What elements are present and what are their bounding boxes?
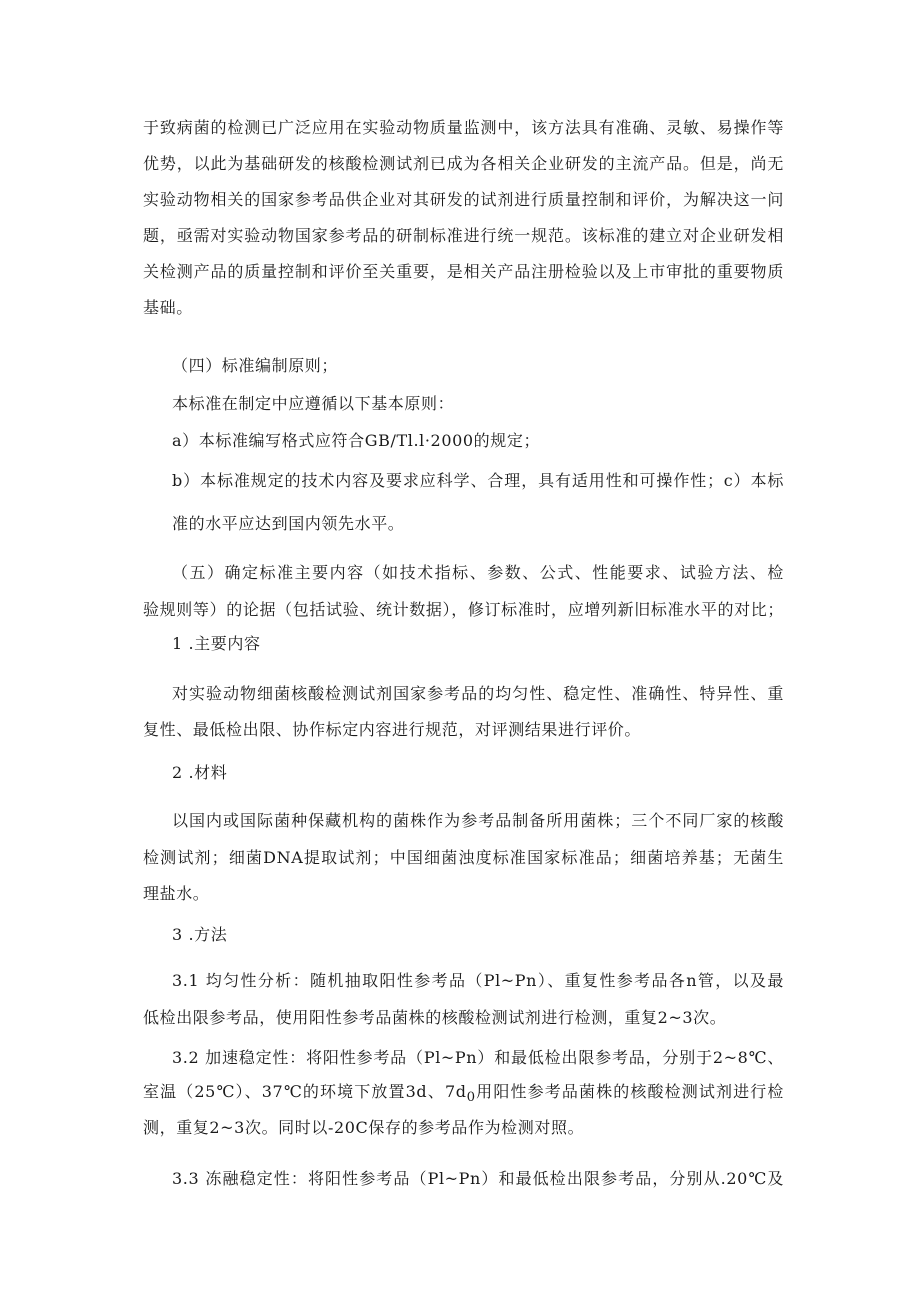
item3-title: 3 .方法 xyxy=(172,925,228,944)
item1-body-line-2: 复性、最低检出限、协作标定内容进行规范，对评测结果进行评价。 xyxy=(143,720,642,739)
para1-line-5: 关检测产品的质量控制和评价至关重要，是相关产品注册检验以及上市审批的重要物质 xyxy=(143,262,784,281)
method-3-1-line-2: 低检出限参考品，使用阳性参考品菌株的核酸检测试剂进行检测，重复2~3次。 xyxy=(143,1008,727,1027)
method-3-3-line-1: 3.3 冻融稳定性：将阳性参考品（Pl~Pn）和最低检出限参考品，分别从.20℃及 xyxy=(172,1169,784,1188)
item2-body-line-3: 理盐水。 xyxy=(143,884,210,903)
para1-line-2: 优势，以此为基础研发的核酸检测试剂已成为各相关企业研发的主流产品。但是，尚无 xyxy=(143,154,784,173)
method-3-2-line-2 xyxy=(143,1081,784,1109)
item1-title: 1 .主要内容 xyxy=(172,634,261,653)
section5-heading-line-2: 验规则等）的论据（包括试验、统计数据），修订标准时，应增列新旧标准水平的对比； xyxy=(143,600,784,619)
method-3-2-line-1: 3.2 加速稳定性：将阳性参考品（Pl~Pn）和最低检出限参考品，分别于2~8℃、 xyxy=(172,1048,784,1067)
item2-body-line-1: 以国内或国际菌种保藏机构的菌株作为参考品制备所用菌株；三个不同厂家的核酸 xyxy=(172,811,784,830)
item2-title: 2 .材料 xyxy=(172,763,228,782)
section4-heading: （四）标准编制原则； xyxy=(172,356,339,375)
method-3-2-subscript: 0 xyxy=(466,1090,476,1106)
section5-heading-line-1: （五）确定标准主要内容（如技术指标、参数、公式、性能要求、试验方法、检 xyxy=(172,563,784,582)
method-3-2-line-2-a: 室温（25℃）、37℃的环境下放置3d、7d xyxy=(143,1082,467,1101)
para1-line-6: 基础。 xyxy=(143,298,193,317)
section4-intro: 本标准在制定中应遵循以下基本原则： xyxy=(172,394,455,413)
item2-body-line-2: 检测试剂；细菌DNA提取试剂；中国细菌浊度标准国家标准品；细菌培养基；无菌生 xyxy=(143,848,784,867)
method-3-2-line-2-b: 用阳性参考品菌株的核酸检测试剂进行检 xyxy=(475,1082,784,1101)
para1-line-4: 题，亟需对实验动物国家参考品的研制标准进行统一规范。该标准的建立对企业研发相 xyxy=(143,226,784,245)
section4-item-a: a）本标准编写格式应符合GB/Tl.l·2000的规定； xyxy=(172,431,541,450)
section4-item-b-line-1: b）本标准规定的技术内容及要求应科学、合理，具有适用性和可操作性；c）本标 xyxy=(172,471,784,490)
method-3-2-line-3: 测，重复2~3次。同时以-20C保存的参考品作为检测对照。 xyxy=(143,1118,585,1137)
method-3-1-line-1: 3.1 均匀性分析：随机抽取阳性参考品（Pl~Pn）、重复性参考品各n管，以及最 xyxy=(172,971,784,990)
para1-line-3: 实验动物相关的国家参考品供企业对其研发的试剂进行质量控制和评价，为解决这一问 xyxy=(143,190,784,209)
section4-item-b-line-2: 准的水平应达到国内领先水平。 xyxy=(172,514,405,533)
item1-body-line-1: 对实验动物细菌核酸检测试剂国家参考品的均匀性、稳定性、准确性、特异性、重 xyxy=(172,684,784,703)
para1-line-1: 于致病菌的检测已广泛应用在实验动物质量监测中，该方法具有准确、灵敏、易操作等 xyxy=(143,118,784,137)
